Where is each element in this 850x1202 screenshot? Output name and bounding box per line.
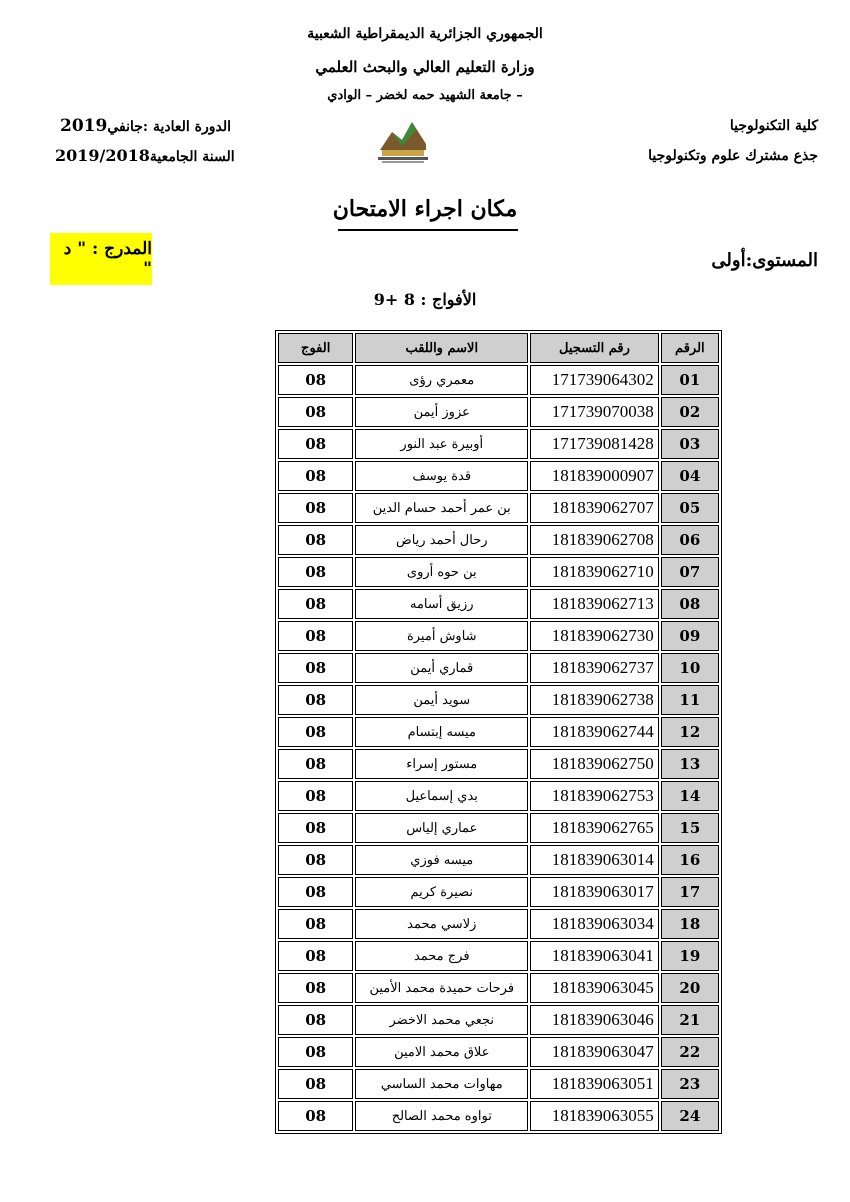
table-row xyxy=(278,397,719,427)
row-number: 04 xyxy=(661,461,719,491)
table-row xyxy=(278,653,719,683)
row-number: 12 xyxy=(661,717,719,747)
row-number: 22 xyxy=(661,1037,719,1067)
row-number: 10 xyxy=(661,653,719,683)
student-name: أوبيرة عبد النور xyxy=(355,429,528,459)
group-number: 08 xyxy=(278,1005,353,1035)
student-name: شاوش أميرة xyxy=(355,621,528,651)
row-number: 23 xyxy=(661,1069,719,1099)
student-name: ميسه إبتسام xyxy=(355,717,528,747)
registration-number: 181839063041 xyxy=(530,941,659,971)
student-name: بن عمر أحمد حسام الدين xyxy=(355,493,528,523)
header-num: الرقم xyxy=(661,333,719,363)
group-number: 08 xyxy=(278,621,353,651)
group-number: 08 xyxy=(278,813,353,843)
table-row xyxy=(278,429,719,459)
registration-number: 181839062753 xyxy=(530,781,659,811)
student-name: نجعي محمد الاخضر xyxy=(355,1005,528,1035)
registration-number: 181839063045 xyxy=(530,973,659,1003)
table-row xyxy=(278,685,719,715)
student-name: رزيق أسامه xyxy=(355,589,528,619)
student-name: معمري رؤى xyxy=(355,365,528,395)
registration-number: 181839062737 xyxy=(530,653,659,683)
table-row xyxy=(278,941,719,971)
row-number: 21 xyxy=(661,1005,719,1035)
faculty-name: كلية التكنولوجيا xyxy=(729,118,818,134)
table-row xyxy=(278,877,719,907)
registration-number: 181839062708 xyxy=(530,525,659,555)
table-row xyxy=(278,781,719,811)
row-number: 14 xyxy=(661,781,719,811)
registration-number: 181839062707 xyxy=(530,493,659,523)
student-name: سويد أيمن xyxy=(355,685,528,715)
group-number: 08 xyxy=(278,845,353,875)
university-title: جامعة الشهيد حمه لخضر – الوادي – xyxy=(327,88,523,103)
table-row xyxy=(278,557,719,587)
student-name: علاق محمد الامين xyxy=(355,1037,528,1067)
group-number: 08 xyxy=(278,365,353,395)
registration-number: 171739064302 xyxy=(530,365,659,395)
group-number: 08 xyxy=(278,1101,353,1131)
registration-number: 181839000907 xyxy=(530,461,659,491)
registration-number: 181839063046 xyxy=(530,1005,659,1035)
group-number: 08 xyxy=(278,429,353,459)
group-number: 08 xyxy=(278,909,353,939)
group-number: 08 xyxy=(278,685,353,715)
table-row xyxy=(278,1005,719,1035)
header-group: الفوج xyxy=(278,333,353,363)
group-number: 08 xyxy=(278,973,353,1003)
academic-year: 2019/2018 xyxy=(55,146,150,165)
table-row xyxy=(278,1037,719,1067)
header-reg: رقم التسجيل xyxy=(530,333,659,363)
group-number: 08 xyxy=(278,717,353,747)
registration-number: 181839063047 xyxy=(530,1037,659,1067)
table-row xyxy=(278,845,719,875)
registration-number: 181839062738 xyxy=(530,685,659,715)
table-row xyxy=(278,717,719,747)
row-number: 18 xyxy=(661,909,719,939)
group-number: 08 xyxy=(278,589,353,619)
header-name: الاسم واللقب xyxy=(355,333,528,363)
table-row xyxy=(278,589,719,619)
student-name: مستور إسراء xyxy=(355,749,528,779)
groups-label: الأفواج : 8 +9 xyxy=(373,290,477,309)
registration-number: 181839063055 xyxy=(530,1101,659,1131)
group-number: 08 xyxy=(278,781,353,811)
registration-number: 171739081428 xyxy=(530,429,659,459)
table-row xyxy=(278,973,719,1003)
academic-year-line xyxy=(55,146,235,165)
student-name: بدي إسماعيل xyxy=(355,781,528,811)
row-number: 24 xyxy=(661,1101,719,1131)
table-row xyxy=(278,909,719,939)
student-name: مهاوات محمد الساسي xyxy=(355,1069,528,1099)
row-number: 17 xyxy=(661,877,719,907)
group-number: 08 xyxy=(278,525,353,555)
level-label: المستوى:أولى xyxy=(711,250,818,271)
group-number: 08 xyxy=(278,557,353,587)
row-number: 01 xyxy=(661,365,719,395)
student-name: نصيرة كريم xyxy=(355,877,528,907)
registration-number: 181839062710 xyxy=(530,557,659,587)
group-number: 08 xyxy=(278,877,353,907)
registration-number: 181839062750 xyxy=(530,749,659,779)
republic-title: الجمهوري الجزائرية الديمقراطية الشعبية xyxy=(307,26,543,42)
row-number: 13 xyxy=(661,749,719,779)
table-row xyxy=(278,621,719,651)
registration-number: 181839062730 xyxy=(530,621,659,651)
row-number: 19 xyxy=(661,941,719,971)
row-number: 07 xyxy=(661,557,719,587)
session-line xyxy=(60,116,231,136)
group-number: 08 xyxy=(278,653,353,683)
registration-number: 181839063051 xyxy=(530,1069,659,1099)
ministry-title: وزارة التعليم العالي والبحث العلمي xyxy=(315,58,535,76)
academic-year-label: السنة الجامعية xyxy=(149,149,235,165)
students-table xyxy=(275,330,722,1134)
student-name: فرج محمد xyxy=(355,941,528,971)
student-name: عزوز أيمن xyxy=(355,397,528,427)
session-label: الدورة العادية :جانفي xyxy=(107,119,231,135)
registration-number: 181839063017 xyxy=(530,877,659,907)
department-name: جذع مشترك علوم وتكنولوجيا xyxy=(648,148,818,164)
row-number: 11 xyxy=(661,685,719,715)
student-name: عماري إلياس xyxy=(355,813,528,843)
title-underline xyxy=(338,229,518,231)
group-number: 08 xyxy=(278,493,353,523)
table-row xyxy=(278,461,719,491)
group-number: 08 xyxy=(278,1037,353,1067)
row-number: 15 xyxy=(661,813,719,843)
row-number: 02 xyxy=(661,397,719,427)
table-row xyxy=(278,525,719,555)
table-row xyxy=(278,493,719,523)
student-name: بن حوه أروى xyxy=(355,557,528,587)
student-name: ميسه فوزي xyxy=(355,845,528,875)
registration-number: 181839063014 xyxy=(530,845,659,875)
row-number: 20 xyxy=(661,973,719,1003)
row-number: 03 xyxy=(661,429,719,459)
row-number: 16 xyxy=(661,845,719,875)
student-name: فرحات حميدة محمد الأمين xyxy=(355,973,528,1003)
row-number: 08 xyxy=(661,589,719,619)
student-name: قماري أيمن xyxy=(355,653,528,683)
group-number: 08 xyxy=(278,461,353,491)
registration-number: 181839062713 xyxy=(530,589,659,619)
student-name: رحال أحمد رياض xyxy=(355,525,528,555)
registration-number: 181839062744 xyxy=(530,717,659,747)
hall-badge: المدرج : " د " xyxy=(50,233,152,285)
table-row xyxy=(278,1069,719,1099)
session-year: 2019 xyxy=(60,116,108,136)
table-row xyxy=(278,749,719,779)
group-number: 08 xyxy=(278,397,353,427)
table-row xyxy=(278,1101,719,1131)
group-number: 08 xyxy=(278,941,353,971)
student-name: تواوه محمد الصالح xyxy=(355,1101,528,1131)
registration-number: 171739070038 xyxy=(530,397,659,427)
registration-number: 181839062765 xyxy=(530,813,659,843)
row-number: 05 xyxy=(661,493,719,523)
student-name: زلاسي محمد xyxy=(355,909,528,939)
university-logo xyxy=(372,114,434,166)
page-title: مكان اجراء الامتحان xyxy=(332,196,518,222)
group-number: 08 xyxy=(278,749,353,779)
registration-number: 181839063034 xyxy=(530,909,659,939)
student-name: قدة يوسف xyxy=(355,461,528,491)
row-number: 06 xyxy=(661,525,719,555)
table-row xyxy=(278,813,719,843)
table-row xyxy=(278,365,719,395)
group-number: 08 xyxy=(278,1069,353,1099)
row-number: 09 xyxy=(661,621,719,651)
